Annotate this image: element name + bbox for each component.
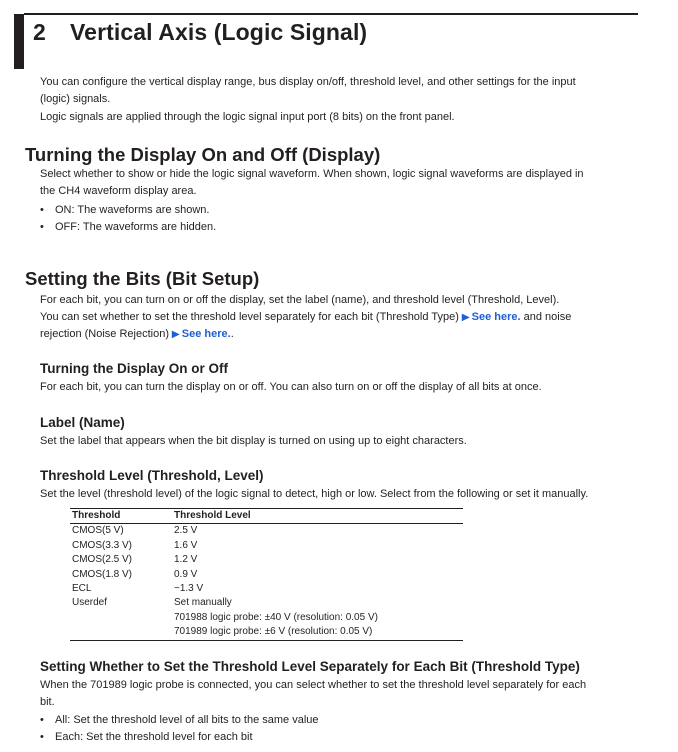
table-header-row: [70, 509, 463, 524]
chapter-title: [33, 19, 367, 46]
display-onoff-heading: Turning the Display On or Off: [40, 361, 228, 376]
bits-line-2: You can set whether to set the threshold level separately for each bit (Threshold Type) ▶ See here. and noise: [40, 309, 571, 326]
table-row: ECL −1.3 V: [72, 583, 204, 595]
bits-line-1: For each bit, you can turn on or off the display, set the label (name), and threshold level (Threshold, Level).: [40, 294, 560, 306]
intro-line-3: Logic signals are applied through the logic signal input port (8 bits) on the front panel.: [40, 111, 455, 123]
threshold-type-bullet-each: • Each: Set the threshold level for each bit: [40, 729, 253, 746]
bits-heading: Setting the Bits (Bit Setup): [25, 268, 260, 289]
intro-line-2: (logic) signals.: [40, 93, 111, 105]
link-arrow-icon: ▶: [461, 312, 470, 323]
display-bullet-off: • OFF: The waveforms are hidden.: [40, 219, 216, 236]
threshold-type-heading: Setting Whether to Set the Threshold Level Separately for Each Bit (Threshold Type): [40, 659, 580, 674]
chapter-rule: [24, 13, 638, 15]
threshold-type-line-2: bit.: [40, 696, 55, 708]
chapter-number: 2: [33, 19, 46, 45]
table-header-threshold: Threshold: [72, 510, 121, 521]
bullet-dot: •: [40, 714, 44, 726]
threshold-type-line-1: When the 701989 logic probe is connected, you can select whether to set the threshold level separately for each: [40, 679, 587, 691]
bullet-dot: •: [40, 204, 44, 216]
see-here-link-noise-rejection[interactable]: See here.: [181, 328, 231, 340]
table-row: CMOS(5 V) 2.5 V: [72, 525, 198, 537]
link-arrow-icon: ▶: [171, 329, 180, 340]
threshold-table: [70, 508, 463, 641]
bullet-dot: •: [40, 221, 44, 233]
table-row: CMOS(2.5 V) 1.2 V: [72, 554, 198, 566]
label-text: Set the label that appears when the bit display is turned on using up to eight characters.: [40, 435, 467, 447]
display-bullet-on: • ON: The waveforms are shown.: [40, 202, 209, 219]
table-row: 701988 logic probe: ±40 V (resolution: 0.05 V): [174, 611, 378, 623]
label-heading: Label (Name): [40, 415, 125, 430]
see-here-link-threshold-type[interactable]: See here.: [471, 311, 521, 323]
display-heading: Turning the Display On and Off (Display): [25, 144, 381, 165]
table-row: CMOS(3.3 V) 1.6 V: [72, 539, 198, 551]
threshold-heading: Threshold Level (Threshold, Level): [40, 468, 264, 483]
intro-line-1: You can configure the vertical display range, bus display on/off, threshold level, and other settings for the input: [40, 76, 576, 88]
threshold-type-bullet-all: • All: Set the threshold level of all bits to the same value: [40, 712, 319, 729]
threshold-text: Set the level (threshold level) of the logic signal to detect, high or low. Select from the following or set it manually.: [40, 488, 589, 500]
table-header-threshold-level: Threshold Level: [174, 510, 251, 521]
table-row: CMOS(1.8 V) 0.9 V: [72, 568, 198, 580]
display-line-1: Select whether to show or hide the logic signal waveform. When shown, logic signal waveforms are displayed in: [40, 168, 584, 180]
bullet-dot: •: [40, 731, 44, 743]
bits-line-3: rejection (Noise Rejection) ▶ See here..: [40, 326, 234, 343]
display-onoff-text: For each bit, you can turn the display on or off. You can also turn on or off the display of all bits at once.: [40, 381, 542, 393]
display-line-2: the CH4 waveform display area.: [40, 185, 197, 197]
chapter-title-text: Vertical Axis (Logic Signal): [70, 19, 368, 45]
table-row: 701989 logic probe: ±6 V (resolution: 0.05 V): [174, 626, 373, 638]
chapter-marker-bar: [14, 14, 24, 69]
table-row: Userdef Set manually: [72, 597, 232, 609]
